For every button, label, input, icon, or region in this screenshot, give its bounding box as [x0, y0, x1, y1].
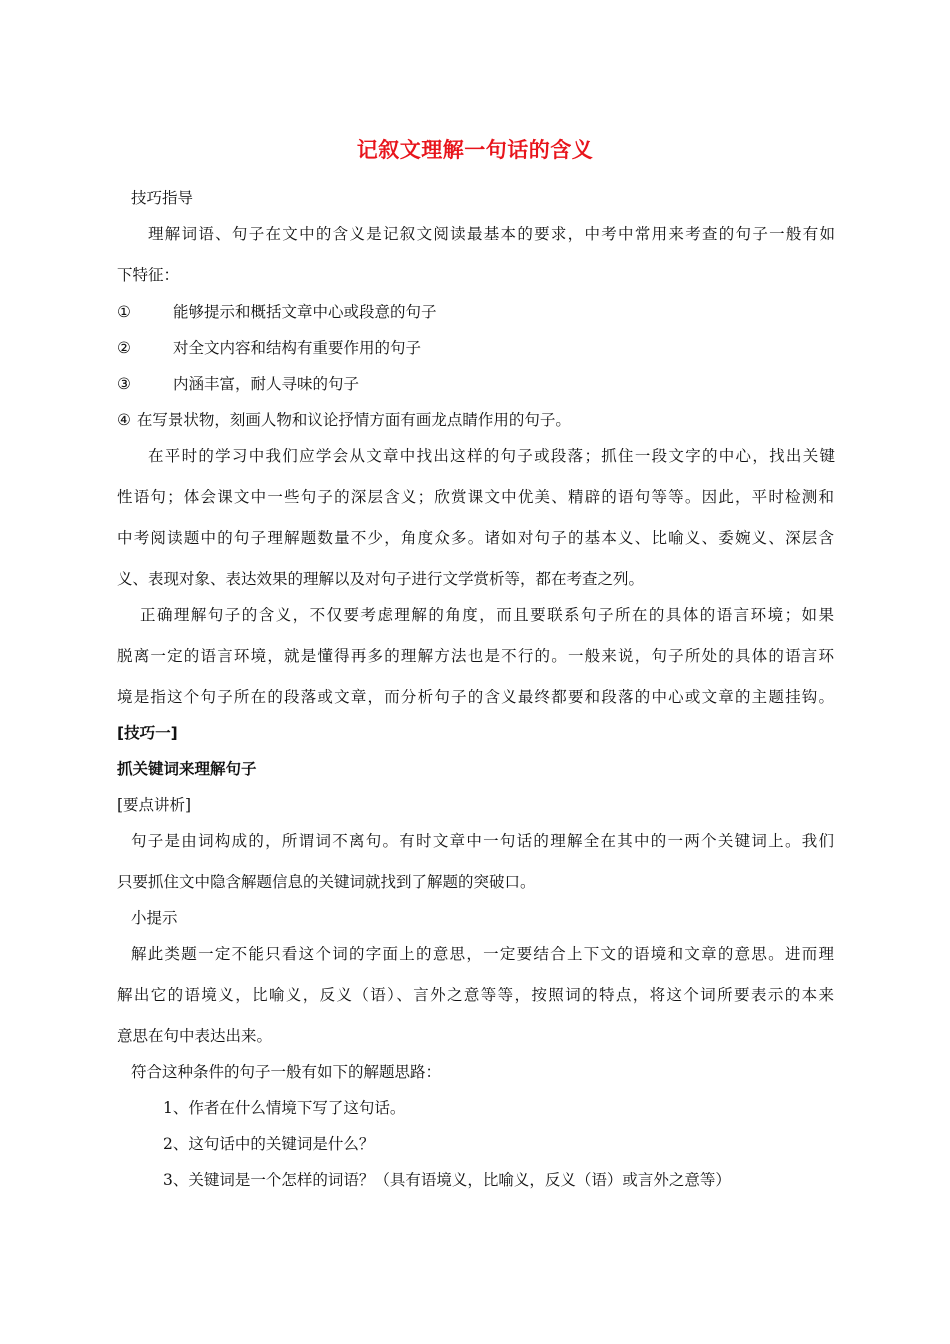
intro-line-2: 下特征： [117, 266, 180, 284]
feature-marker: ② [117, 339, 131, 357]
para2-line: 性语句；体会课文中一些句子的深层含义；欣赏课文中优美、精辟的语句等等。因此，平时检测和 [117, 488, 834, 506]
feature-item [117, 302, 437, 322]
steps-intro: 符合这种条件的句子一般有如下的解题思路： [131, 1063, 442, 1081]
analysis-label: [要点讲析] [117, 796, 192, 814]
feature-item [117, 374, 359, 394]
intro-line-1: 理解词语、句子在文中的含义是记叙文阅读最基本的要求，中考中常用来考查的句子一般有如 [148, 225, 835, 243]
para3-line: 正确理解句子的含义，不仅要考虑理解的角度，而且要联系句子所在的具体的语言环境；如果 [140, 606, 834, 624]
para3-line: 境是指这个句子所在的段落或文章，而分析句子的含义最终都要和段落的中心或文章的主题挂钩。 [117, 688, 834, 706]
feature-text: 对全文内容和结构有重要作用的句子 [173, 339, 422, 357]
feature-item [117, 338, 421, 358]
page-title: 记叙文理解一句话的含义 [356, 138, 594, 162]
step-item: 2、这句话中的关键词是什么？ [163, 1135, 375, 1153]
feature-text: 能够提示和概括文章中心或段意的句子 [173, 303, 437, 321]
para3-line: 脱离一定的语言环境，就是懂得再多的理解方法也是不行的。一般来说，句子所处的具体的语言环 [117, 647, 834, 665]
para2-line: 义、表现对象、表达效果的理解以及对句子进行文学赏析等，都在考查之列。 [117, 570, 645, 588]
tip-line: 解此类题一定不能只看这个词的字面上的意思，一定要结合上下文的语境和文章的意思。进而理 [131, 945, 834, 963]
analysis-line: 句子是由词构成的，所谓词不离句。有时文章中一句话的理解全在其中的一两个关键词上。我们 [131, 832, 834, 850]
feature-marker: ① [117, 303, 131, 321]
feature-text: 内涵丰富，耐人寻味的句子 [173, 375, 360, 393]
para2-line: 中考阅读题中的句子理解题数量不少，角度众多。诸如对句子的基本义、比喻义、委婉义、深层含 [117, 529, 834, 547]
skill-heading: 抓关键词来理解句子 [117, 760, 257, 778]
feature-marker: ③ [117, 375, 131, 393]
feature-item [117, 410, 571, 430]
analysis-line: 只要抓住文中隐含解题信息的关键词就找到了解题的突破口。 [117, 873, 536, 891]
tip-label: 小提示 [131, 909, 178, 927]
section-heading: 技巧指导 [131, 189, 194, 207]
step-item: 1、作者在什么情境下写了这句话。 [163, 1099, 406, 1117]
feature-marker: ④ [117, 411, 131, 429]
skill-label: [技巧一] [117, 724, 178, 742]
tip-line: 解出它的语境义，比喻义，反义（语）、言外之意等等，按照词的特点，将这个词所要表示的本来 [117, 986, 834, 1004]
para2-line: 在平时的学习中我们应学会从文章中找出这样的句子或段落；抓住一段文字的中心，找出关键 [148, 447, 835, 465]
tip-line: 意思在句中表达出来。 [117, 1027, 273, 1045]
feature-text: 在写景状物，刻画人物和议论抒情方面有画龙点睛作用的句子。 [136, 411, 571, 429]
step-item: 3、关键词是一个怎样的词语？（具有语境义，比喻义，反义（语）或言外之意等） [163, 1171, 731, 1189]
